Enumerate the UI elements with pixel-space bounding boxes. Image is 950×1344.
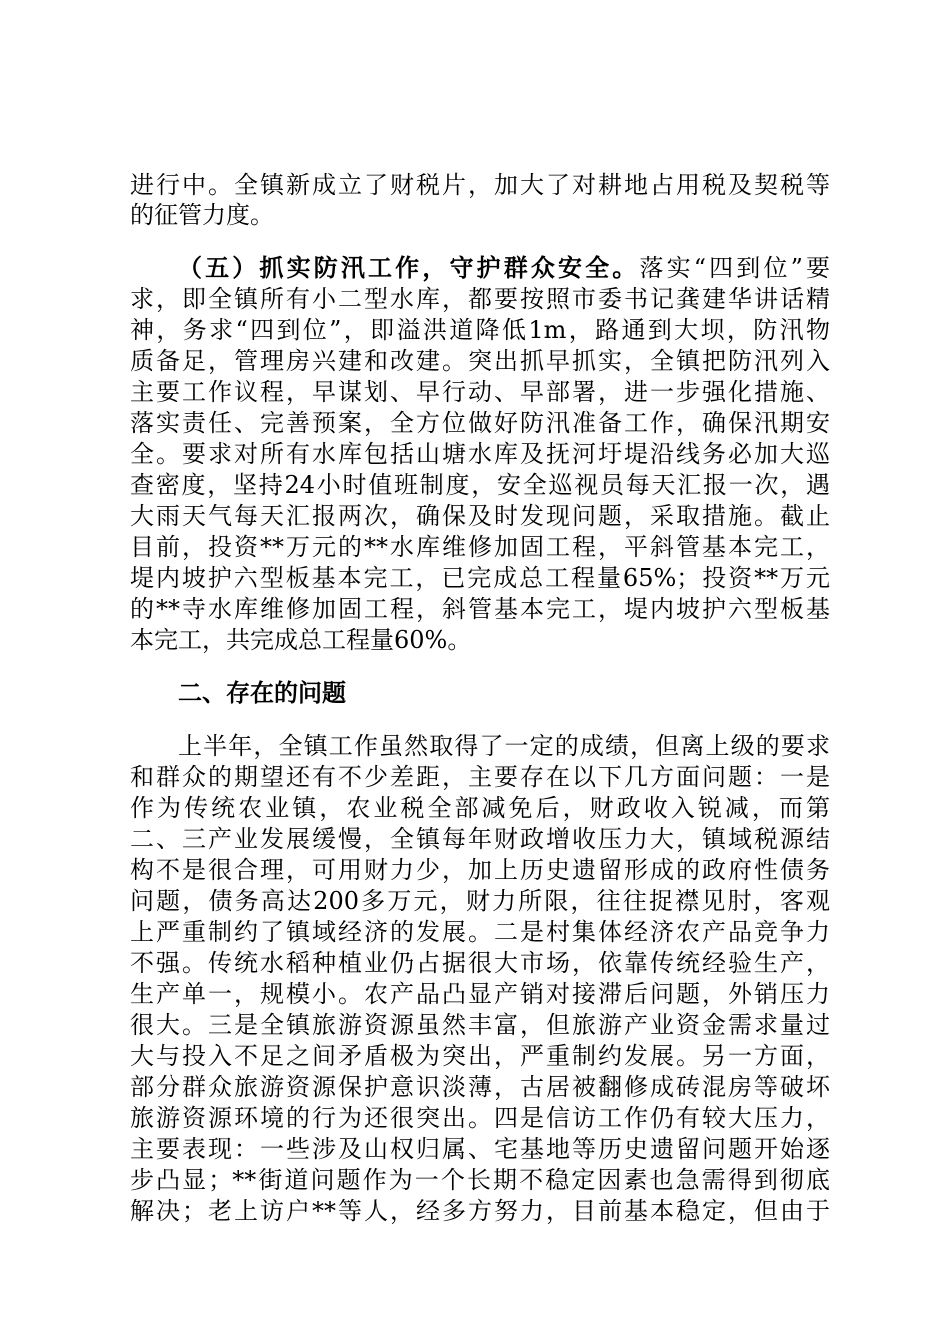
paragraph-3-line-14: 主要表现：一些涉及山权归属、宅基地等历史遗留问题开始逐: [130, 1135, 830, 1163]
paragraph-3-line-9: 生产单一，规模小。农产品凸显产销对接滞后问题，外销压力: [130, 980, 830, 1008]
paragraph-3-line-4: 二、三产业发展缓慢，全镇每年财政增收压力大，镇域税源结: [130, 825, 830, 853]
paragraph-1-line-1: 进行中。全镇新成立了财税片，加大了对耕地占用税及契税等: [130, 171, 830, 199]
paragraph-3-line-5: 构不是很合理，可用财力少，加上历史遗留形成的政府性债务: [130, 856, 830, 884]
paragraph-3-line-16: 解决；老上访户**等人，经多方努力，目前基本稳定，但由于: [130, 1197, 830, 1225]
paragraph-2-line-10: 目前，投资**万元的**水库维修加固工程，平斜管基本完工，: [130, 533, 830, 561]
paragraph-2-line-2: 求，即全镇所有小二型水库，都要按照市委书记龚建华讲话精: [130, 285, 830, 313]
paragraph-3-line-3: 作为传统农业镇，农业税全部减免后，财政收入锐减，而第: [130, 794, 830, 822]
paragraph-1-line-2: 的征管力度。: [130, 201, 274, 229]
section-heading: 二、存在的问题: [178, 678, 346, 707]
paragraph-2-line-7: 全。要求对所有水库包括山塘水库及抚河圩堤沿线务必加大巡: [130, 440, 830, 468]
paragraph-2-line-4: 质备足，管理房兴建和改建。突出抓早抓实，全镇把防汛列入: [130, 347, 830, 375]
paragraph-3-line-1: 上半年，全镇工作虽然取得了一定的成绩，但离上级的要求: [178, 732, 830, 760]
paragraph-2-line-9: 大雨天气每天汇报两次，确保及时发现问题，采取措施。截止: [130, 502, 830, 530]
paragraph-2-bold-lead: （五）抓实防汛工作，守护群众安全。: [178, 253, 640, 282]
paragraph-2-first-line-rest: 落实“四到位”要: [639, 254, 830, 282]
paragraph-2-line-5: 主要工作议程，早谋划、早行动、早部署，进一步强化措施、: [130, 378, 830, 406]
paragraph-3-line-7: 上严重制约了镇域经济的发展。二是村集体经济农产品竞争力: [130, 918, 830, 946]
paragraph-2-line-3: 神，务求“四到位”，即溢洪道降低1m，路通到大坝，防汛物: [130, 316, 830, 344]
paragraph-3-line-15: 步凸显；**街道问题作为一个长期不稳定因素也急需得到彻底: [130, 1166, 830, 1194]
paragraph-3-line-8: 不强。传统水稻种植业仍占据很大市场，依靠传统经验生产，: [130, 949, 830, 977]
paragraph-2-line-6: 落实责任、完善预案，全方位做好防汛准备工作，确保汛期安: [130, 409, 830, 437]
paragraph-2-line-11: 堤内坡护六型板基本完工，已完成总工程量65%；投资**万元: [130, 564, 830, 592]
paragraph-3-line-6: 问题，债务高达200多万元，财力所限，往往捉襟见肘，客观: [130, 887, 830, 915]
paragraph-3-line-10: 很大。三是全镇旅游资源虽然丰富，但旅游产业资金需求量过: [130, 1011, 830, 1039]
paragraph-2-line-8: 查密度，坚持24小时值班制度，安全巡视员每天汇报一次，遇: [130, 471, 830, 499]
paragraph-3-line-2: 和群众的期望还有不少差距，主要存在以下几方面问题：一是: [130, 763, 830, 791]
paragraph-3-line-13: 旅游资源环境的行为还很突出。四是信访工作仍有较大压力，: [130, 1104, 830, 1132]
paragraph-2-line-13: 本完工，共完成总工程量60%。: [130, 626, 472, 654]
paragraph-2-line-12: 的**寺水库维修加固工程，斜管基本完工，堤内坡护六型板基: [130, 595, 830, 623]
paragraph-3-line-12: 部分群众旅游资源保护意识淡薄，古居被翻修成砖混房等破坏: [130, 1073, 830, 1101]
paragraph-3-line-11: 大与投入不足之间矛盾极为突出，严重制约发展。另一方面，: [130, 1042, 830, 1070]
